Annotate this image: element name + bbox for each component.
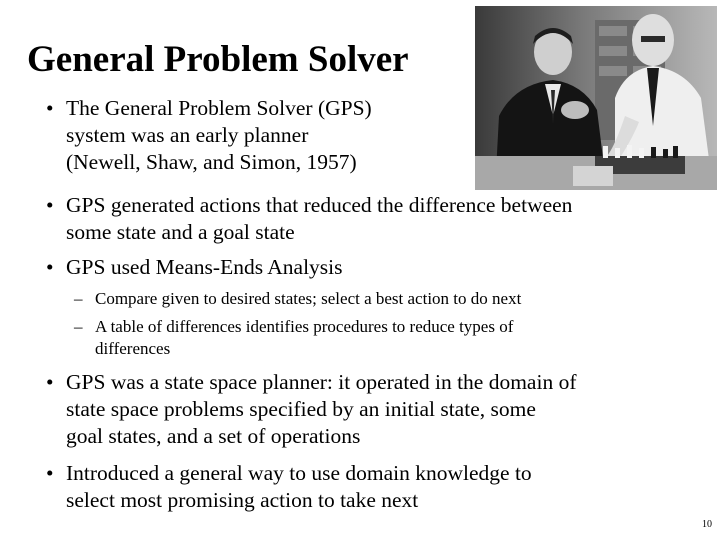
bullet-text — [66, 254, 343, 281]
page-number: 10 — [702, 519, 712, 530]
bullet-text — [66, 369, 576, 450]
bullet-line: Introduced a general way to use domain knowledge to — [66, 461, 532, 485]
bullet-line: GPS used Means-Ends Analysis — [66, 255, 343, 279]
sub-bullet-line: differences — [95, 339, 171, 358]
bullet-dot-icon: • — [46, 96, 54, 120]
bullet-text — [66, 460, 532, 514]
dash-icon: – — [74, 289, 83, 308]
bullet-text — [66, 95, 372, 176]
bullet-dot-icon: • — [46, 370, 54, 394]
bullet-text — [66, 192, 572, 246]
sub-bullet-text — [95, 288, 521, 310]
bullet-line: GPS was a state space planner: it operated in the domain of — [66, 370, 577, 394]
bullet-line: some state and a goal state — [66, 220, 295, 244]
sub-bullet-line: A table of differences identifies procedures to reduce types of — [95, 317, 514, 336]
bullet-dot-icon: • — [46, 193, 54, 217]
sub-bullet-line: Compare given to desired states; select a best action to do next — [95, 289, 522, 308]
bullet-line: state space problems specified by an initial state, some — [66, 397, 536, 421]
bullet-line: goal states, and a set of operations — [66, 424, 361, 448]
bullet-line: The General Problem Solver (GPS) — [66, 96, 372, 120]
slide-title: General Problem Solver — [27, 39, 409, 80]
dash-icon: – — [74, 317, 83, 336]
bullet-line: GPS generated actions that reduced the difference between — [66, 193, 573, 217]
bullet-line: (Newell, Shaw, and Simon, 1957) — [66, 150, 357, 174]
bullet-line: select most promising action to take next — [66, 488, 419, 512]
bullet-line: system was an early planner — [66, 123, 309, 147]
sub-bullet-text — [95, 316, 513, 360]
bullet-dot-icon: • — [46, 255, 54, 279]
bullet-dot-icon: • — [46, 461, 54, 485]
